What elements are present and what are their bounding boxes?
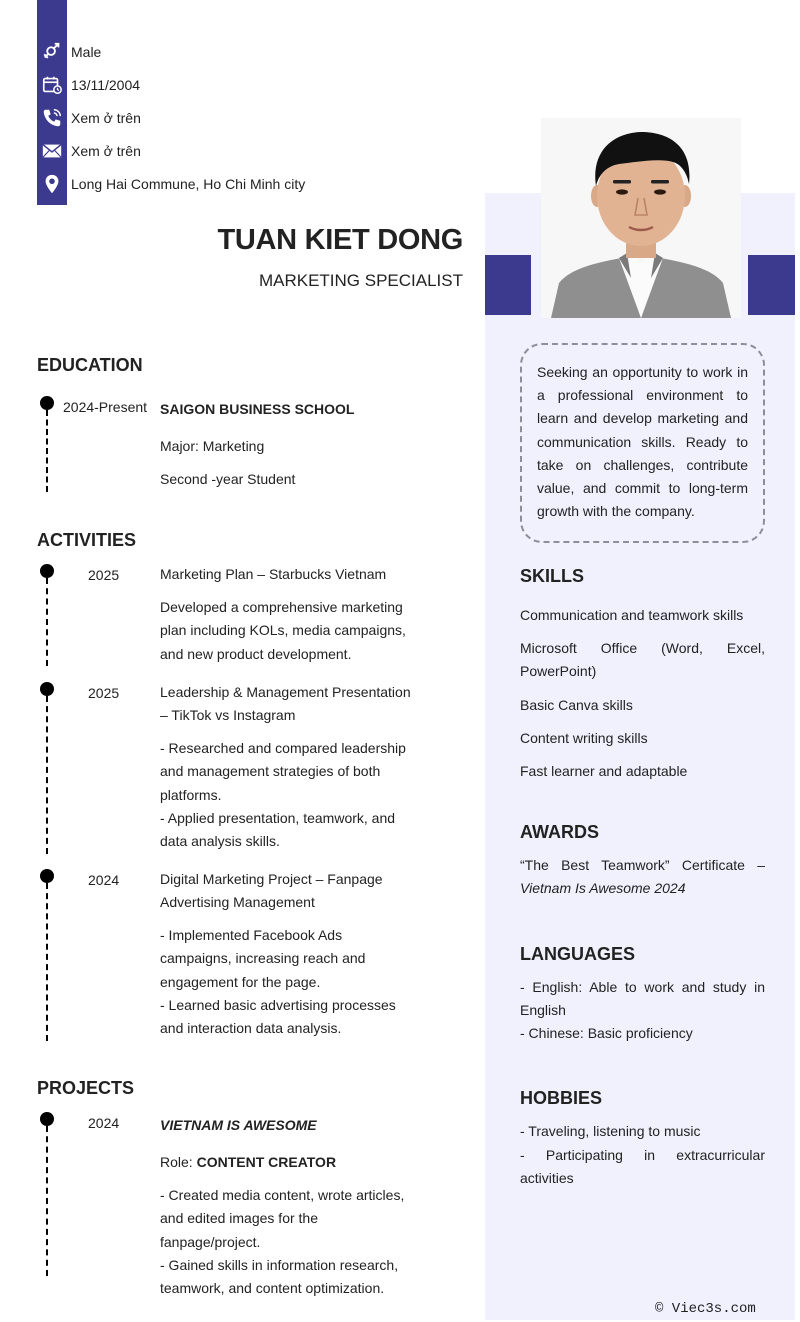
education-school: SAIGON BUSINESS SCHOOL <box>160 401 355 417</box>
skill-item: Communication and teamwork skills <box>520 607 744 623</box>
timeline-line <box>46 410 48 492</box>
project-title: VIETNAM IS AWESOME <box>160 1117 317 1133</box>
photo-accent-left <box>485 255 531 315</box>
education-year: 2024-Present <box>63 399 148 415</box>
candidate-name: TUAN KIET DONG <box>217 224 463 256</box>
award-event: Vietnam Is Awesome 2024 <box>520 880 686 897</box>
activity-year: 2025 <box>88 685 120 701</box>
award-title: “The Best Teamwork” Certificate – <box>520 857 765 873</box>
project-role <box>160 1151 415 1174</box>
phone-icon <box>37 101 67 134</box>
project-year: 2024 <box>88 1115 120 1131</box>
contact-phone <box>37 101 141 134</box>
photo-accent-right <box>748 255 795 315</box>
timeline-line <box>46 883 48 1041</box>
skill-item: Basic Canva skills <box>520 697 633 713</box>
footer-credit: © Viec3s.com <box>655 1301 756 1317</box>
email-text: Xem ở trên <box>71 142 141 159</box>
skill-item: Microsoft Office (Word, Excel, PowerPoint) <box>520 640 765 680</box>
project-description: - Created media content, wrote articles, and edited images for the fanpage/project. - Gained skills in information research, teamwork, and content optimization. <box>160 1187 405 1297</box>
mail-icon <box>37 134 67 167</box>
activities-heading: ACTIVITIES <box>37 530 137 550</box>
hobby-item: - Participating in extracurricular activities <box>520 1147 765 1187</box>
projects-heading: PROJECTS <box>37 1078 135 1098</box>
timeline-line <box>46 696 48 854</box>
timeline-dot <box>40 1112 54 1126</box>
timeline-line <box>46 1126 48 1276</box>
hobby-item: - Traveling, listening to music <box>520 1123 701 1139</box>
location-pin-icon <box>37 167 67 200</box>
education-major: Major: Marketing <box>160 438 265 454</box>
career-objective-text: Seeking an opportunity to work in a professional environment to learn and develop marketing and communication skills. Ready to take on challenges, contribute value, and commit to long-term growth with the company. <box>537 364 748 520</box>
gender-text: Male <box>71 43 102 60</box>
activity-description: - Implemented Facebook Ads campaigns, increasing reach and engagement for the page. - Learned basic advertising processes and interaction data analysis. <box>160 927 396 1037</box>
contact-gender <box>37 35 101 68</box>
skill-item: Fast learner and adaptable <box>520 763 688 779</box>
project-role-value: CONTENT CREATOR <box>196 1154 337 1170</box>
contact-email <box>37 134 141 167</box>
skills-heading: SKILLS <box>520 566 585 586</box>
project-role-label: Role: <box>160 1154 197 1170</box>
hobbies-heading: HOBBIES <box>520 1088 603 1108</box>
contact-birthdate <box>37 68 140 101</box>
activity-title: Digital Marketing Project – Fanpage Advertising Management <box>160 871 383 911</box>
phone-text: Xem ở trên <box>71 109 141 126</box>
languages-heading: LANGUAGES <box>520 944 636 964</box>
timeline-dot <box>40 682 54 696</box>
language-item: - Chinese: Basic proficiency <box>520 1025 693 1041</box>
timeline-dot <box>40 564 54 578</box>
awards-heading: AWARDS <box>520 822 600 842</box>
activity-description: Developed a comprehensive marketing plan including KOLs, media campaigns, and new product development. <box>160 599 406 662</box>
timeline-dot <box>40 396 54 410</box>
profile-photo <box>541 118 741 318</box>
gender-icon <box>37 35 67 68</box>
calendar-icon <box>37 68 67 101</box>
activity-description: - Researched and compared leadership and management strategies of both platforms. - Applied presentation, teamwork, and data analysis skills. <box>160 740 406 850</box>
education-status: Second -year Student <box>160 471 296 487</box>
education-heading: EDUCATION <box>37 355 143 375</box>
birthdate-text: 13/11/2004 <box>71 76 141 93</box>
skill-item: Content writing skills <box>520 730 648 746</box>
contact-address <box>37 167 305 200</box>
candidate-position: MARKETING SPECIALIST <box>258 271 463 290</box>
career-objective-box <box>520 343 765 543</box>
address-text: Long Hai Commune, Ho Chi Minh city <box>71 175 306 192</box>
activity-title: Marketing Plan – Starbucks Vietnam <box>160 566 387 582</box>
language-item: - English: Able to work and study in English <box>520 979 765 1019</box>
activity-year: 2024 <box>88 872 120 888</box>
timeline-dot <box>40 869 54 883</box>
activity-title: Leadership & Management Presentation – TikTok vs Instagram <box>160 684 411 724</box>
award-item <box>520 854 765 901</box>
activity-year: 2025 <box>88 567 120 583</box>
timeline-line <box>46 578 48 666</box>
